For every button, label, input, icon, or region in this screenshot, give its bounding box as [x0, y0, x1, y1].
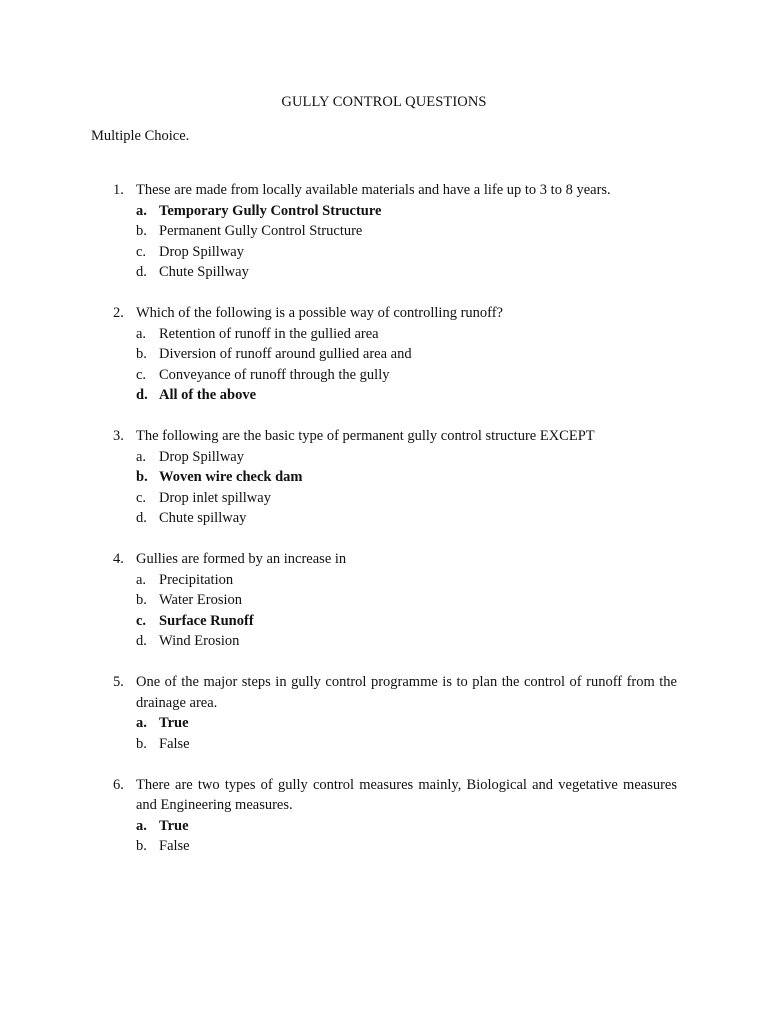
option-letter: b. [136, 346, 147, 362]
option-letter: b. [136, 838, 147, 854]
option-letter: c. [136, 366, 147, 383]
option-letter: a. [136, 325, 147, 342]
option-text: Water Erosion [159, 592, 242, 608]
answer-option [0, 447, 768, 468]
answer-option [0, 590, 768, 611]
question-text: Gullies are formed by an increase in [136, 551, 347, 567]
option-text: False [159, 838, 190, 854]
answer-option [0, 262, 768, 283]
answer-option [0, 734, 768, 755]
question-text: The following are the basic type of permanent gully control structure EXCEPT [136, 428, 595, 444]
answer-option-correct [0, 201, 768, 222]
question-text: Which of the following is a possible way of controlling runoff? [136, 305, 503, 321]
option-text: True [159, 715, 189, 731]
answer-option-correct [0, 611, 768, 632]
answer-option [0, 221, 768, 242]
question-text: One of the major steps in gully control programme is to plan the control of runoff from the drainage area. [136, 674, 677, 711]
option-text: Drop Spillway [159, 243, 244, 260]
answer-option [0, 488, 768, 509]
section-heading: Multiple Choice. [91, 128, 190, 144]
question-item [0, 426, 768, 529]
option-letter: b. [136, 223, 147, 239]
option-text: Drop Spillway [159, 448, 244, 465]
option-letter: a. [136, 202, 147, 219]
answer-option-correct [0, 385, 768, 406]
answer-option [0, 242, 768, 263]
answer-option-correct [0, 467, 768, 488]
option-text: Woven wire check dam [159, 469, 303, 485]
option-letter: a. [136, 571, 147, 588]
option-text: Chute Spillway [159, 264, 249, 280]
answer-option [0, 631, 768, 652]
option-letter: a. [136, 715, 147, 731]
option-letter: d. [136, 264, 147, 280]
question-item [0, 775, 768, 857]
option-letter: d. [136, 387, 148, 403]
option-text: Diversion of runoff around gullied area and [159, 346, 412, 362]
option-text: All of the above [159, 387, 257, 403]
option-letter: d. [136, 510, 147, 526]
answer-option [0, 836, 768, 857]
option-letter: a. [136, 448, 147, 465]
question-number: 2. [113, 305, 124, 321]
option-text: Permanent Gully Control Structure [159, 223, 363, 239]
option-text: Wind Erosion [159, 633, 240, 649]
option-text: Temporary Gully Control Structure [159, 202, 382, 219]
question-item [0, 303, 768, 406]
option-text: False [159, 735, 190, 752]
question-number: 3. [113, 428, 124, 444]
answer-option [0, 570, 768, 591]
answer-option [0, 324, 768, 345]
option-letter: a. [136, 817, 147, 834]
question-number: 4. [113, 551, 124, 567]
answer-option-correct [0, 816, 768, 837]
question-number: 6. [113, 776, 124, 793]
page-title: GULLY CONTROL QUESTIONS [281, 94, 487, 110]
option-text: Drop inlet spillway [159, 489, 271, 506]
question-text: These are made from locally available materials and have a life up to 3 to 8 years. [136, 182, 611, 198]
option-letter: b. [136, 735, 147, 752]
option-letter: b. [136, 592, 147, 608]
option-letter: d. [136, 633, 147, 649]
question-number: 5. [113, 674, 124, 690]
question-list [0, 180, 768, 877]
question-text: There are two types of gully control measures mainly, Biological and vegetative measures and Engineering measures. [136, 776, 677, 813]
option-text: Surface Runoff [159, 612, 254, 629]
answer-option [0, 508, 768, 529]
option-text: Precipitation [159, 571, 234, 588]
option-letter: c. [136, 612, 147, 629]
option-text: Chute spillway [159, 510, 247, 526]
option-text: Conveyance of runoff through the gully [159, 366, 390, 383]
option-letter: c. [136, 243, 147, 260]
answer-option-correct [0, 713, 768, 734]
answer-option [0, 344, 768, 365]
option-letter: b. [136, 469, 148, 485]
question-item [0, 549, 768, 652]
option-text: Retention of runoff in the gullied area [159, 325, 379, 342]
answer-option [0, 365, 768, 386]
question-item [0, 672, 768, 754]
option-letter: c. [136, 489, 147, 506]
option-text: True [159, 817, 189, 834]
question-item [0, 180, 768, 283]
question-number: 1. [113, 182, 124, 198]
